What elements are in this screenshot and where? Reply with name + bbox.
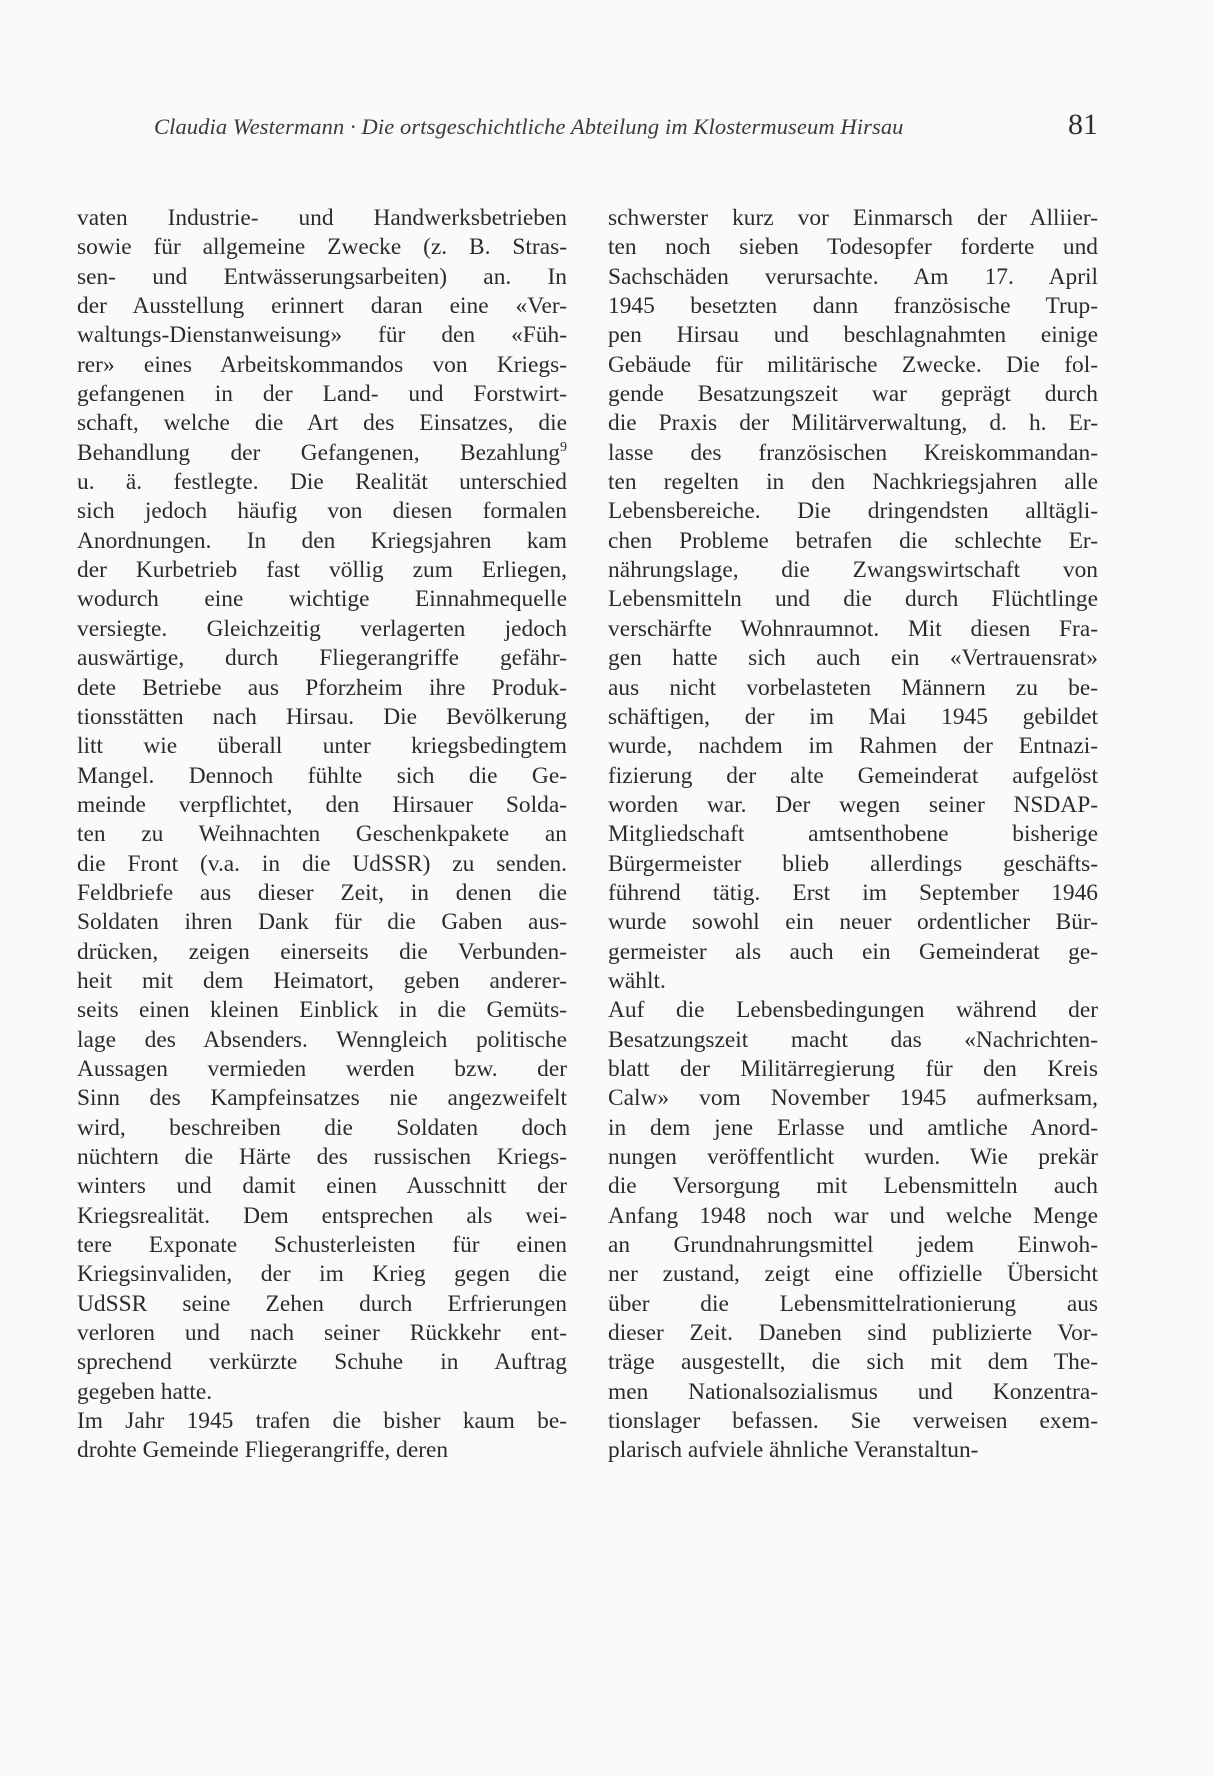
text-line: men Nationalsozialismus und Konzentra-: [608, 1378, 1098, 1405]
text-line: fizierung der alte Gemeinderat aufgelöst: [608, 762, 1098, 789]
text-line: ten noch sieben Todesopfer forderte und: [608, 234, 1098, 261]
text-line: sen- und Entwässerungsarbeiten) an. In: [77, 263, 567, 290]
text-line: Calw» vom November 1945 aufmerksam,: [608, 1085, 1098, 1112]
footnote-marker[interactable]: 9: [560, 439, 567, 455]
text-line: verloren und nach seiner Rückkehr ent-: [77, 1320, 567, 1347]
text-line: Kriegsinvaliden, der im Krieg gegen die: [77, 1261, 567, 1288]
text-line: wird, beschreiben die Soldaten doch: [77, 1114, 567, 1141]
text-line: blatt der Militärregierung für den Kreis: [608, 1055, 1098, 1082]
text-line: die Front (v.a. in die UdSSR) zu senden.: [77, 850, 567, 877]
text-line: auswärtige, durch Fliegerangriffe gefähr-: [77, 645, 567, 672]
text-line: gen hatte sich auch ein «Vertrauensrat»: [608, 645, 1098, 672]
text-line: schaft, welche die Art des Einsatzes, die: [77, 410, 567, 437]
text-line: führend tätig. Erst im September 1946: [608, 879, 1098, 906]
text-line: drücken, zeigen einerseits die Verbunden-: [77, 938, 567, 965]
text-line: der Kurbetrieb fast völlig zum Erliegen,: [77, 557, 567, 584]
text-line: tionslager befassen. Sie verweisen exem-: [608, 1408, 1098, 1435]
text-line: gende Besatzungszeit war geprägt durch: [608, 381, 1098, 408]
text-line: die Praxis der Militärverwaltung, d. h. Er-: [608, 410, 1098, 437]
text-line: Im Jahr 1945 trafen die bisher kaum be-: [77, 1408, 567, 1435]
text-line: Feldbriefe aus dieser Zeit, in denen die: [77, 879, 567, 906]
text-line: pen Hirsau und beschlagnahmten einige: [608, 322, 1098, 349]
text-line: winters und damit einen Ausschnitt der: [77, 1173, 567, 1200]
text-line: Auf die Lebensbedingungen während der: [608, 997, 1098, 1024]
right-text-column: [608, 204, 1098, 1466]
text-line: Anfang 1948 noch war und welche Menge: [608, 1202, 1098, 1229]
text-line: litt wie überall unter kriegsbedingtem: [77, 733, 567, 760]
left-text-column: [77, 204, 567, 1466]
text-line: wodurch eine wichtige Einnahmequelle: [77, 586, 567, 613]
text-line: dete Betriebe aus Pforzheim ihre Produk-: [77, 674, 567, 701]
text-line: Besatzungszeit macht das «Nachrichten-: [608, 1026, 1098, 1053]
page-number: 81: [1068, 108, 1098, 141]
text-line: versiegte. Gleichzeitig verlagerten jedoch: [77, 615, 567, 642]
text-line: Mitgliedschaft amtsenthobene bisherige: [608, 821, 1098, 848]
text-line: tere Exponate Schusterleisten für einen: [77, 1232, 567, 1259]
text-line: nährungslage, die Zwangswirtschaft von: [608, 557, 1098, 584]
text-line: nüchtern die Härte des russischen Kriegs-: [77, 1144, 567, 1170]
text-line: über die Lebensmittelrationierung aus: [608, 1290, 1098, 1317]
text-line: sowie für allgemeine Zwecke (z. B. Stras-: [77, 234, 567, 261]
text-line: träge ausgestellt, die sich mit dem The-: [608, 1349, 1098, 1376]
text-line: an Grundnahrungsmittel jedem Einwoh-: [608, 1232, 1098, 1259]
text-line: Sachschäden verursachte. Am 17. April: [608, 263, 1098, 290]
text-line: gegeben hatte.: [77, 1378, 213, 1405]
text-line: vaten Industrie- und Handwerksbetrieben: [77, 205, 567, 231]
text-line: wählt.: [608, 967, 666, 994]
text-line: nungen veröffentlicht wurden. Wie prekär: [608, 1144, 1098, 1170]
text-line: Lebensmitteln und die durch Flüchtlinge: [608, 586, 1098, 613]
text-line: Aussagen vermieden werden bzw. der: [77, 1055, 567, 1082]
text-line: dieser Zeit. Daneben sind publizierte Vor-: [608, 1320, 1098, 1347]
text-line: UdSSR seine Zehen durch Erfrierungen: [77, 1290, 567, 1317]
text-line: verschärfte Wohnraumnot. Mit diesen Fra-: [608, 615, 1098, 642]
text-line: plarisch aufviele ähnliche Veranstaltun-: [608, 1437, 979, 1464]
text-line: rer» eines Arbeitskommandos von Kriegs-: [77, 351, 567, 378]
text-line: in dem jene Erlasse und amtliche Anord-: [608, 1114, 1098, 1141]
text-line: aus nicht vorbelasteten Männern zu be-: [608, 674, 1098, 701]
text-line: Kriegsrealität. Dem entsprechen als wei-: [77, 1202, 567, 1229]
text-line: Behandlung der Gefangenen, Bezahlung$^9$: [77, 439, 567, 466]
text-line: worden war. Der wegen seiner NSDAP-: [608, 791, 1098, 818]
text-line: 1945 besetzten dann französische Trup-: [608, 293, 1098, 320]
text-line: schäftigen, der im Mai 1945 gebildet: [608, 703, 1098, 730]
text-line: seits einen kleinen Einblick in die Gemüts-: [77, 997, 567, 1024]
text-line: sprechend verkürzte Schuhe in Auftrag: [77, 1349, 567, 1376]
text-line: wurde sowohl ein neuer ordentlicher Bür-: [608, 909, 1098, 936]
text-line: Anordnungen. In den Kriegsjahren kam: [77, 527, 567, 554]
text-line: u. ä. festlegte. Die Realität unterschied: [77, 469, 567, 496]
running-title: Claudia Westermann · Die ortsgeschichtliche Abteilung im Klostermuseum Hirsau: [154, 114, 904, 139]
text-line: tionsstätten nach Hirsau. Die Bevölkerung: [77, 703, 567, 730]
text-line: der Ausstellung erinnert daran eine «Ver-: [77, 293, 567, 320]
text-line: meinde verpflichtet, den Hirsauer Solda-: [77, 791, 567, 818]
text-line: schwerster kurz vor Einmarsch der Alliier-: [608, 205, 1098, 231]
text-line: Lebensbereiche. Die dringendsten alltägli-: [608, 498, 1098, 525]
text-line: Sinn des Kampfeinsatzes nie angezweifelt: [77, 1085, 567, 1112]
running-head: [150, 108, 1098, 148]
text-line: ten zu Weihnachten Geschenkpakete an: [77, 821, 567, 848]
text-line: chen Probleme betrafen die schlechte Er-: [608, 527, 1098, 554]
text-line: die Versorgung mit Lebensmitteln auch: [608, 1173, 1098, 1200]
text-line: Gebäude für militärische Zwecke. Die fol-: [608, 351, 1098, 378]
text-line: wurde, nachdem im Rahmen der Entnazi-: [608, 733, 1098, 760]
text-line: heit mit dem Heimatort, geben anderer-: [77, 967, 567, 994]
text-line: germeister als auch ein Gemeinderat ge-: [608, 938, 1098, 965]
text-line: lage des Absenders. Wenngleich politische: [77, 1026, 567, 1053]
text-line: drohte Gemeinde Fliegerangriffe, deren: [77, 1437, 449, 1464]
text-line: ten regelten in den Nachkriegsjahren alle: [608, 469, 1098, 496]
text-line: Mangel. Dennoch fühlte sich die Ge-: [77, 762, 567, 789]
text-line: Soldaten ihren Dank für die Gaben aus-: [77, 909, 567, 936]
text-line: ner zustand, zeigt eine offizielle Übersicht: [608, 1261, 1098, 1288]
text-line: waltungs-Dienstanweisung» für den «Füh-: [77, 322, 567, 349]
text-line: lasse des französischen Kreiskommandan-: [608, 439, 1098, 466]
text-line: sich jedoch häufig von diesen formalen: [77, 498, 567, 525]
text-line: Bürgermeister blieb allerdings geschäfts-: [608, 850, 1098, 877]
text-line: gefangenen in der Land- und Forstwirt-: [77, 381, 567, 408]
